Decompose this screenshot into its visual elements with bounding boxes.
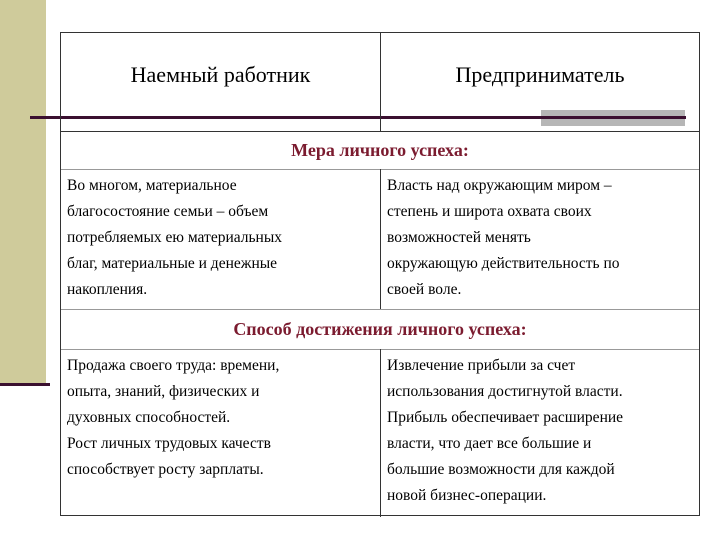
section2-entrepreneur-text: [381, 350, 699, 516]
text-line: степень и широта охвата своих: [387, 203, 592, 220]
section2-employee-text: [61, 350, 380, 516]
comparison-table: [60, 32, 700, 516]
text-line: накопления.: [67, 281, 148, 298]
text-line: способствует росту зарплаты.: [67, 461, 264, 478]
text-line: Во многом, материальное: [67, 177, 237, 194]
text-line: благосостояние семьи – объем: [67, 203, 269, 220]
text-line: новой бизнес-операции.: [387, 487, 547, 504]
text-line: Продажа своего труда: времени,: [67, 357, 280, 374]
text-line: власти, что дает все большие и: [387, 435, 592, 452]
text-line: Прибыль обеспечивает расширение: [387, 409, 624, 426]
section1-entrepreneur-text: [381, 170, 699, 309]
text-line: опыта, знаний, физических и: [67, 383, 260, 400]
text-line: большие возможности для каждой: [387, 461, 615, 478]
text-line: своей воле.: [387, 281, 462, 298]
header-entrepreneur: Предприниматель: [455, 62, 625, 87]
text-line: использования достигнутой власти.: [387, 383, 623, 400]
text-line: Власть над окружающим миром –: [387, 177, 612, 194]
header-employee: Наемный работник: [130, 62, 311, 87]
text-line: возможностей менять: [387, 229, 531, 246]
text-line: потребляемых ею материальных: [67, 229, 283, 246]
text-line: благ, материальные и денежные: [67, 255, 278, 272]
text-line: Рост личных трудовых качеств: [67, 435, 271, 452]
text-line: окружающую действительность по: [387, 255, 620, 272]
text-line: духовных способностей.: [67, 409, 231, 426]
section1-employee-text: [61, 170, 380, 309]
decorative-side-rule: [0, 383, 50, 386]
section1-title: Мера личного успеха:: [291, 140, 469, 160]
section2-title: Способ достижения личного успеха:: [233, 319, 527, 339]
decorative-side-bar: [0, 0, 46, 383]
text-line: Извлечение прибыли за счет: [387, 357, 576, 374]
